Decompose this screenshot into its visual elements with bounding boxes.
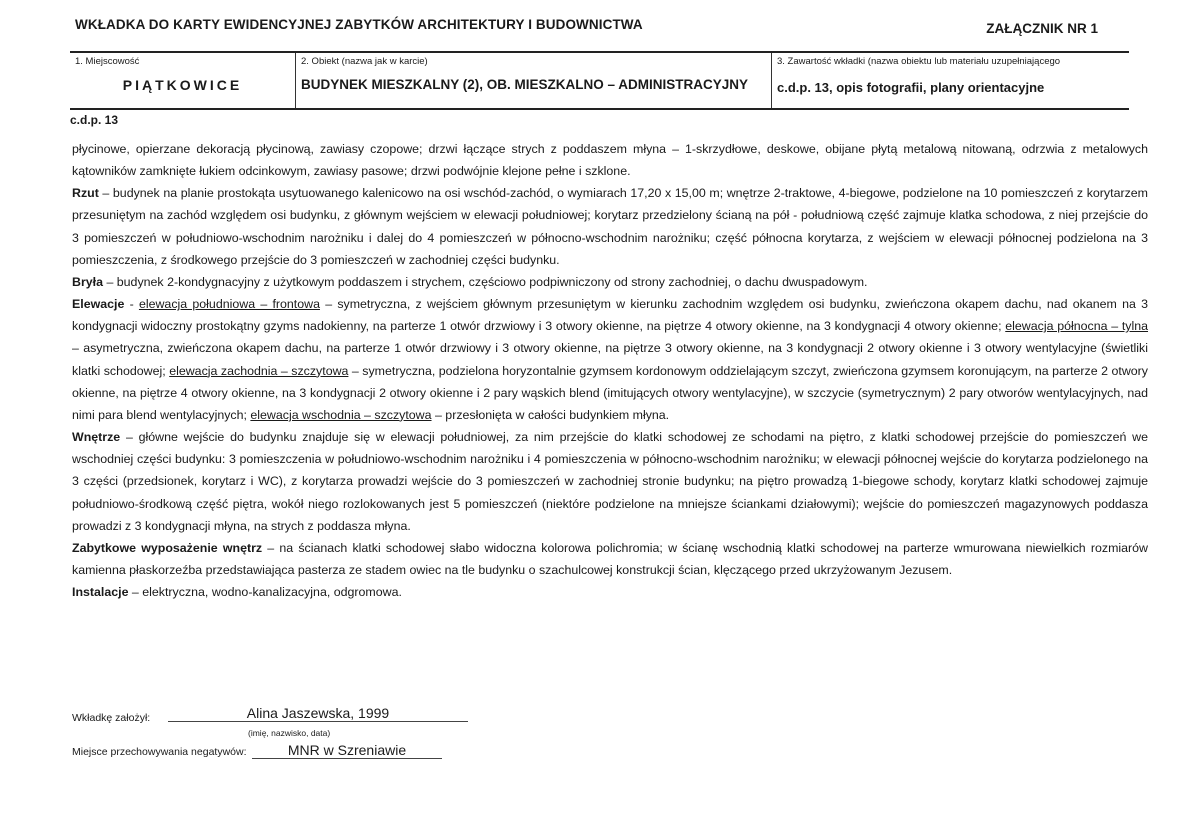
- locality-cell: [70, 53, 295, 108]
- elewacje-paragraph: [72, 293, 1148, 426]
- elewacje-text-1: -: [124, 297, 139, 312]
- annex-number: ZAŁĄCZNIK NR 1: [986, 21, 1098, 36]
- bryla-heading: Bryła: [72, 274, 103, 289]
- info-table: [70, 51, 1129, 110]
- author-label: Wkładkę założył:: [72, 712, 151, 724]
- elewacje-text-3: – asymetryczna, zwieńczona okapem dachu, na parterze 1 otwór drzwiowy i 3 otwory okienne, na piętrze 3 otwory okienne, na 3 kondygnacji 2 otwory okienne i 3 otwory wentylacyjne (świetliki klatki schodowej;: [72, 341, 1148, 378]
- author-value: Alina Jaszewska, 1999: [168, 705, 468, 722]
- content-cell: [771, 53, 1129, 108]
- continuation-label: c.d.p. 13: [70, 113, 119, 127]
- object-value: BUDYNEK MIESZKALNY (2), OB. MIESZKALNO – ADMINISTRACYJNY: [301, 77, 749, 92]
- elewacje-text-5: – przesłonięta w całości budynkiem młyna.: [431, 407, 670, 422]
- description-body: [72, 138, 1148, 603]
- author-hint: (imię, nazwisko, data): [248, 728, 331, 738]
- object-label: 2. Obiekt (nazwa jak w karcie): [301, 56, 428, 67]
- elewacja-poludniowa: elewacja południowa – frontowa: [138, 297, 320, 312]
- locality-value: PIĄTKOWICE: [122, 77, 243, 93]
- wnetrze-paragraph: [72, 426, 1148, 537]
- object-cell: [295, 53, 771, 108]
- locality-label: 1. Miejscowość: [75, 56, 140, 67]
- rzut-paragraph: [72, 182, 1148, 271]
- wyposazenie-paragraph: [72, 537, 1148, 581]
- elewacje-text-2: – symetryczna, z wejściem głównym przesuniętym w kierunku zachodnim względem osi budynku, zwieńczona okapem dachu, nad okanem na 3 kondygnacji widoczny prostokątny gzyms nadokienny, na parterze 1 otwór drzwiowy i 3 otwory okienne, na piętrze 4 otwory okienne, na 3 kondygnacji 4 otwory okienne;: [72, 297, 1148, 334]
- elewacje-heading: Elewacje: [72, 297, 125, 312]
- content-value: c.d.p. 13, opis fotografii, plany orientacyjne: [777, 80, 1045, 95]
- wnetrze-text: – główne wejście do budynku znajduje się w elewacji południowej, za nim przejście do klatki schodowej ze schodami na piętro, z klatki schodowej przejście do pomieszczeń we wschodniej części budynku: 3 pomieszczenia w południowo-wschodnim narożniku i 4 pomieszczenia w północno-wschodnim narożniku; w elewacji północnej wejście do korytarza podzielonego na 3 części (przedsionek, korytarz i WC), z korytarza prowadzi wejście do 3 pomieszczeń w zachodniej stronie budynku; na piętro prowadzą 1-biegowe schody, korytarz klatki schodowej zajmuje południowo-środkową część piętra, wokół niego rozlokowanych jest 5 pomieszczeń (niektóre podzielone na mniejsze ściankami działowymi); wejście do pomieszczeń magazynowych poddasza prowadzi z 3 kondygnacji młyna, na strych z poddasza młyna.: [72, 430, 1148, 533]
- rzut-heading: Rzut: [72, 186, 99, 201]
- elewacje-text-4: – symetryczna, podzielona horyzontalnie gzymsem kordonowym oddzielającym szczyt, zwieńczona gzymsem koronującym, na parterze 2 otwory okienne, na piętrze 4 otwory okienne, na 3 kondygnacji 2 otwory okienne i 2 pary wąskich blend (imitujących otwory wentylacyjne), w szczycie (symetrycznym) 2 pary otworów wentylacyjnych, nad nimi para blend wentylacyjnych;: [72, 363, 1148, 422]
- document-title: WKŁADKA DO KARTY EWIDENCYJNEJ ZABYTKÓW ARCHITEKTURY I BUDOWNICTWA: [75, 17, 643, 32]
- storage-label: Miejsce przechowywania negatywów:: [72, 746, 247, 758]
- intro-paragraph: płycinowe, opierzane dekoracją płycinową, zawiasy czopowe; drzwi łączące strych z poddaszem młyna – 1-skrzydłowe, deskowe, obijane płytą metalową nitowaną, odrzwia z metalowych kątowników zamknięte łukiem odcinkowym, zawiasy pasowe; drzwi podwójnie klejone pełne i szklone.: [72, 142, 1148, 179]
- instalacje-heading: Instalacje: [72, 585, 129, 600]
- content-label: 3. Zawartość wkładki (nazwa obiektu lub materiału uzupełniającego: [777, 56, 1061, 67]
- wyposazenie-text: – na ścianach klatki schodowej słabo widoczna kolorowa polichromia; w ścianę wschodnią klatki schodowej na parterze wmurowana niewielkich rozmiarów kamienna płaskorzeźba przedstawiająca pasterza ze stadem owiec na tle budynku o szachulcowej konstrukcji ścian, klęczącego przed ukrzyżowanym Jezusem.: [72, 540, 1148, 577]
- instalacje-text: – elektryczna, wodno-kanalizacyjna, odgromowa.: [128, 585, 402, 600]
- elewacja-polnocna: elewacja północna – tylna: [1005, 319, 1149, 334]
- rzut-text: – budynek na planie prostokąta usytuowanego kalenicowo na osi wschód-zachód, o wymiarach 17,20 x 15,00 m; wnętrze 2-traktowe, 4-biegowe, podzielone na 10 pomieszczeń z korytarzem przesuniętym na zachód względem osi budynku, z głównym wejściem w elewacji południowej; korytarz przedzielony ścianą na pół - południową część zajmuje klatka schodowa, z niej przejście do 3 pomieszczeń w południowo-wschodnim narożniku i dalej do 4 pomieszczeń w północno-wschodnim narożniku; część północna korytarza, z wejściem w elewacji północnej podzielona na 3 pomieszczenia, z środkowego przejście do 3 pomieszczeń w zachodniej części budynku.: [72, 186, 1148, 267]
- instalacje-paragraph: [72, 581, 1148, 603]
- bryla-paragraph: [72, 271, 1148, 293]
- elewacja-zachodnia: elewacja zachodnia – szczytowa: [169, 363, 349, 378]
- storage-value: MNR w Szreniawie: [252, 742, 442, 759]
- elewacja-wschodnia: elewacja wschodnia – szczytowa: [250, 407, 432, 422]
- wyposazenie-heading: Zabytkowe wyposażenie wnętrz: [72, 540, 263, 555]
- bryla-text: – budynek 2-kondygnacyjny z użytkowym poddaszem i strychem, częściowo podpiwniczony od strony zachodniej, o dachu dwuspadowym.: [103, 274, 868, 289]
- wnetrze-heading: Wnętrze: [72, 430, 121, 445]
